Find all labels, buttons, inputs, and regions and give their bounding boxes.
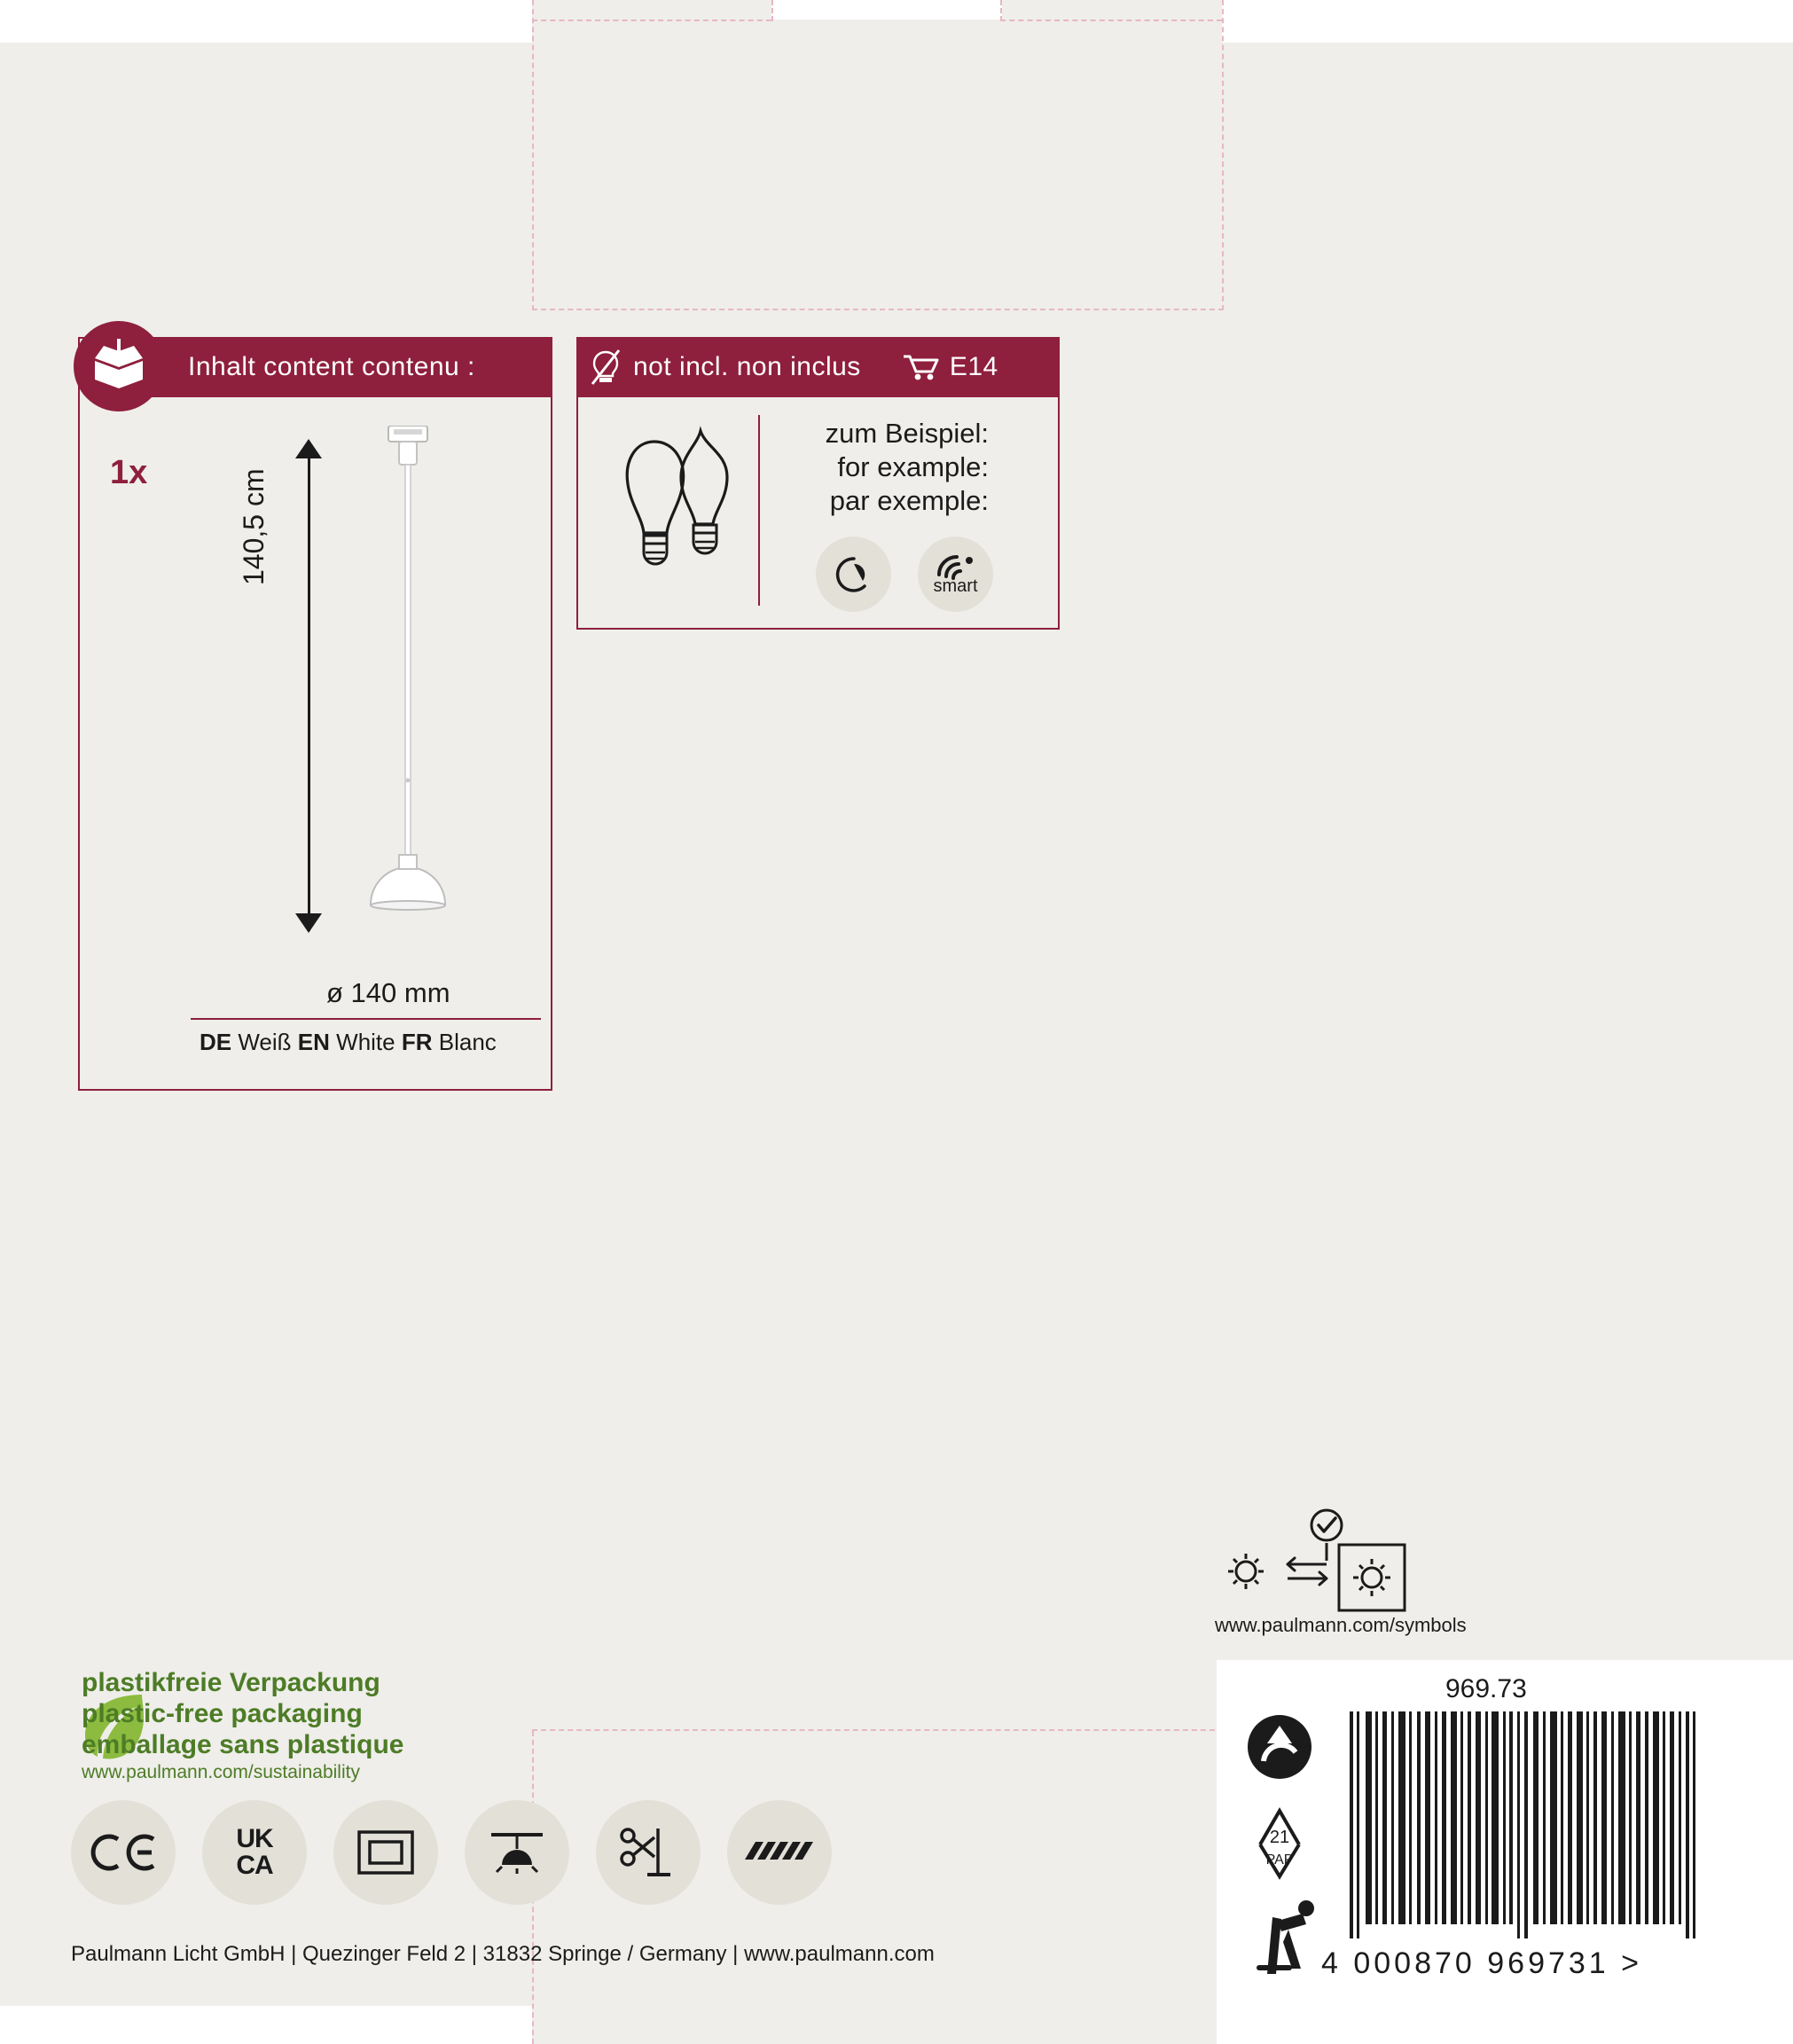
class-2-insulation-icon bbox=[333, 1800, 438, 1905]
diecut-line-top-notch-right bbox=[1000, 20, 1222, 21]
diecut-line-top-flap bbox=[532, 309, 1224, 310]
quantity-label: 1x bbox=[110, 454, 148, 491]
ukca-line-2: CA bbox=[236, 1851, 273, 1880]
diecut-line-bottom-flap bbox=[532, 1729, 1224, 1731]
diecut-line-right-top bbox=[1222, 0, 1224, 310]
sustainability-url: www.paulmann.com/sustainability bbox=[82, 1762, 360, 1782]
diecut-line-left-top bbox=[532, 0, 534, 310]
colour-de-value: Weiß bbox=[238, 1029, 292, 1055]
ce-mark-icon bbox=[71, 1800, 176, 1905]
white-margin-top-mid bbox=[771, 0, 1002, 20]
candle-bulbs-illustration bbox=[612, 426, 745, 607]
colour-divider bbox=[191, 1018, 541, 1020]
colour-en-value: White bbox=[336, 1029, 395, 1055]
article-number: 969.73 bbox=[1445, 1674, 1527, 1703]
sun-icon bbox=[1228, 1554, 1264, 1589]
ceiling-mount-icon bbox=[465, 1800, 569, 1905]
exchange-arrows-icon bbox=[1288, 1543, 1327, 1585]
colour-en-code: EN bbox=[297, 1029, 330, 1055]
green-dot-recycle-icon bbox=[1248, 1715, 1311, 1779]
white-margin-top-right bbox=[1222, 0, 1793, 43]
bulb-header-label: not incl. non inclus bbox=[633, 352, 861, 381]
bulb-socket-label: E14 bbox=[949, 352, 998, 381]
diecut-notch-right-v bbox=[1000, 0, 1002, 21]
dimension-line bbox=[308, 452, 310, 931]
smart-icon bbox=[918, 536, 993, 612]
dimmable-icon bbox=[816, 536, 891, 612]
ukca-mark-icon bbox=[202, 1800, 307, 1905]
svg-text:21: 21 bbox=[1269, 1828, 1290, 1847]
check-circle-icon bbox=[1311, 1510, 1342, 1540]
waste-bin-icon bbox=[1257, 1900, 1314, 1974]
bulb-panel-divider bbox=[758, 415, 760, 606]
symbols-url: www.paulmann.com/symbols bbox=[1215, 1614, 1467, 1636]
ean-number: 4 000870 969731 > bbox=[1321, 1946, 1643, 1980]
cable-icon bbox=[727, 1800, 832, 1905]
example-label-de: zum Beispiel: bbox=[825, 418, 989, 449]
shorten-cable-icon bbox=[596, 1800, 701, 1905]
footer-company-line: Paulmann Licht GmbH | Quezinger Feld 2 | 31832 Springe / Germany | www.paulmann.com bbox=[71, 1942, 935, 1966]
sustainability-line-en: plastic-free packaging bbox=[82, 1699, 363, 1728]
sustainability-line-fr: emballage sans plastique bbox=[82, 1730, 404, 1759]
sustainability-line-de: plastikfreie Verpackung bbox=[82, 1668, 380, 1697]
bulb-panel-header bbox=[576, 337, 1060, 397]
shopping-cart-icon bbox=[902, 353, 941, 381]
pendant-lamp-illustration bbox=[355, 426, 461, 944]
white-margin-top-left bbox=[0, 0, 532, 43]
diecut-line-top-notch-left bbox=[532, 20, 771, 21]
colour-line bbox=[200, 1029, 497, 1056]
example-label-en: for example: bbox=[837, 451, 989, 482]
example-labels bbox=[776, 417, 989, 518]
sun-in-square-icon bbox=[1339, 1545, 1405, 1610]
contents-header-label: Inhalt content contenu : bbox=[188, 352, 475, 381]
diecut-notch-left-v bbox=[771, 0, 773, 21]
colour-fr-value: Blanc bbox=[438, 1029, 497, 1055]
ukca-line-1: UK bbox=[236, 1824, 273, 1853]
symbols-group bbox=[1215, 1508, 1445, 1618]
colour-fr-code: FR bbox=[401, 1029, 433, 1055]
sustainability-block bbox=[82, 1667, 454, 1783]
open-box-icon bbox=[74, 321, 164, 411]
ean-barcode bbox=[1348, 1711, 1720, 1943]
smart-icon-label: smart bbox=[933, 576, 978, 596]
dimension-diameter-label: ø 140 mm bbox=[326, 977, 450, 1008]
dimension-arrow-down bbox=[295, 913, 322, 933]
dimension-height-label: 140,5 cm bbox=[238, 468, 270, 585]
bulb-not-included-icon bbox=[591, 348, 621, 386]
white-margin-bottom-left bbox=[0, 2006, 532, 2044]
svg-text:PAP: PAP bbox=[1265, 1852, 1294, 1868]
example-label-fr: par exemple: bbox=[829, 485, 989, 516]
colour-de-code: DE bbox=[200, 1029, 232, 1055]
contents-panel-header bbox=[151, 337, 552, 397]
